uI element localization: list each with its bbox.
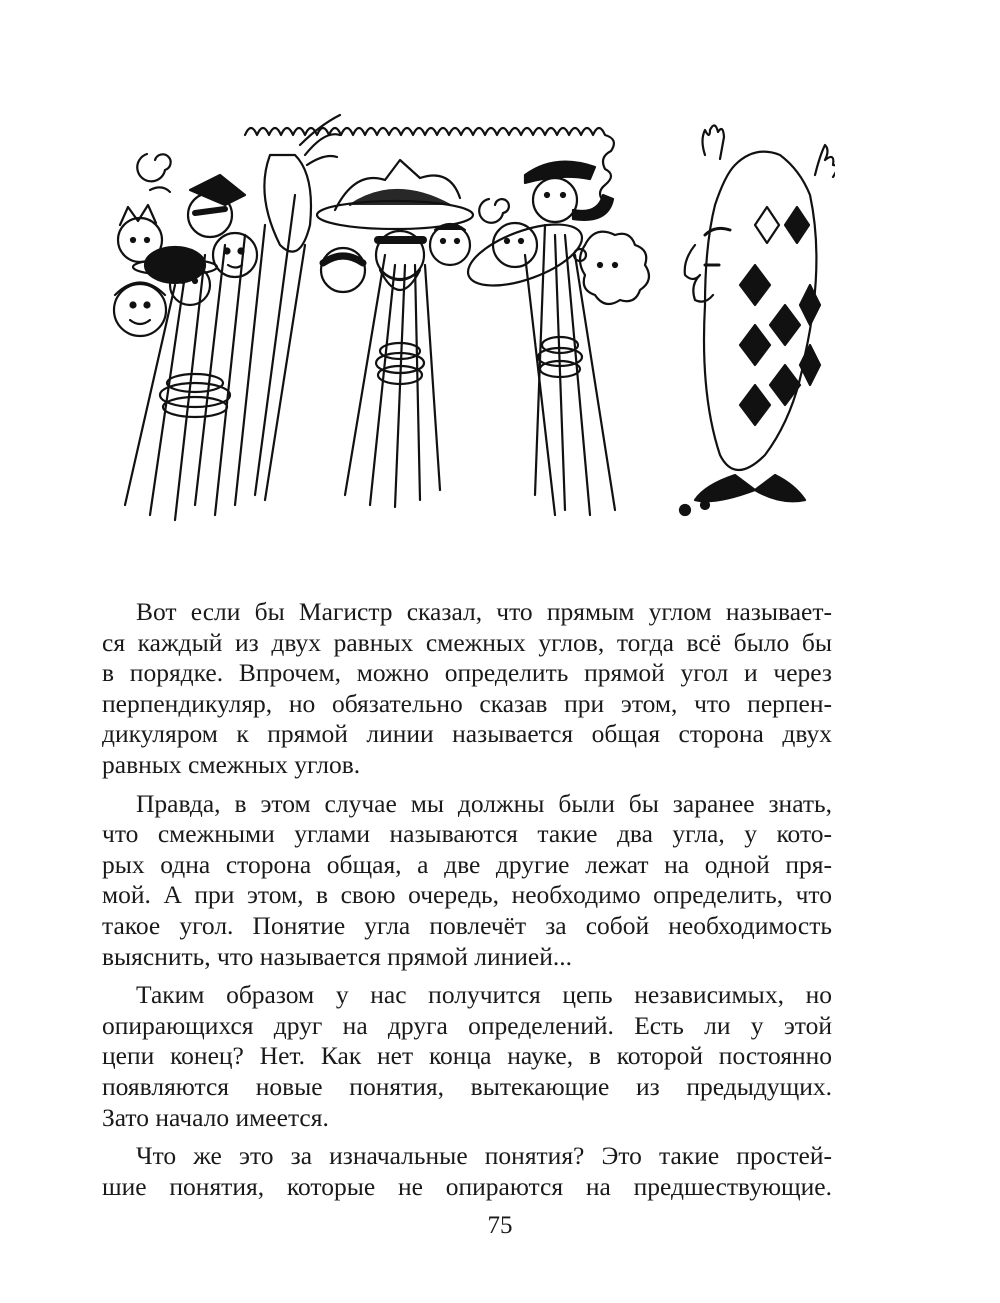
text-line: равных смежных углов. (102, 749, 361, 779)
paragraph-4 (102, 1141, 832, 1202)
text-line: Зато начало имеется. (102, 1102, 329, 1132)
mask-bundle-left (114, 115, 340, 520)
body-text (102, 597, 832, 1202)
text-line: Правда, в этом случае мы должны были бы заранее знать, (136, 788, 832, 818)
masks-illustration-icon (95, 95, 835, 555)
text-line: такое угол. Понятие угла повлечёт за собой необходимость (102, 910, 832, 940)
text-line: что смежными углами называются такие два угла, у кото- (102, 819, 832, 849)
page-number: 75 (487, 1212, 513, 1239)
paragraph-3 (102, 980, 832, 1133)
text-line: дикуляром к прямой линии называется общая сторона двух (102, 719, 832, 749)
text-line: в порядке. Впрочем, можно определить прямой угол и через (102, 658, 832, 688)
harlequin-figure (680, 125, 835, 515)
paragraph-2 (102, 789, 832, 973)
text-line: Таким образом у нас получится цепь независимых, но (136, 980, 832, 1010)
illustration (95, 95, 835, 555)
text-line: шие понятия, которые не опираются на предшествующие. (102, 1171, 832, 1201)
text-line: появляются новые понятия, вытекающие из предыдущих. (102, 1071, 832, 1101)
text-line: перпендикуляр, но обязательно сказав при этом, что перпен- (102, 688, 832, 718)
text-line: выяснить, что называется прямой линией... (102, 941, 572, 971)
text-line: рых одна сторона общая, а две другие лежат на одной пря- (102, 849, 832, 879)
swirl-icon (479, 199, 509, 223)
text-line: Что же это за изначальные понятия? Это такие простей- (136, 1141, 832, 1171)
text-line: опирающихся друг на друга определений. Есть ли у этой (102, 1010, 832, 1040)
mask-bundle-middle (317, 160, 473, 507)
paragraph-1 (102, 597, 832, 781)
swirl-icon (137, 154, 170, 192)
text-line: ся каждый из двух равных смежных углов, тогда всё было бы (102, 627, 832, 657)
text-line: цепи конец? Нет. Как нет конца науке, в которой постоянно (102, 1041, 832, 1071)
text-line: Вот если бы Магистр сказал, что прямым углом называет- (136, 597, 832, 626)
mask-bundle-right (460, 162, 649, 515)
text-line: мой. А при этом, в свою очередь, необходимо определить, что (102, 880, 832, 910)
